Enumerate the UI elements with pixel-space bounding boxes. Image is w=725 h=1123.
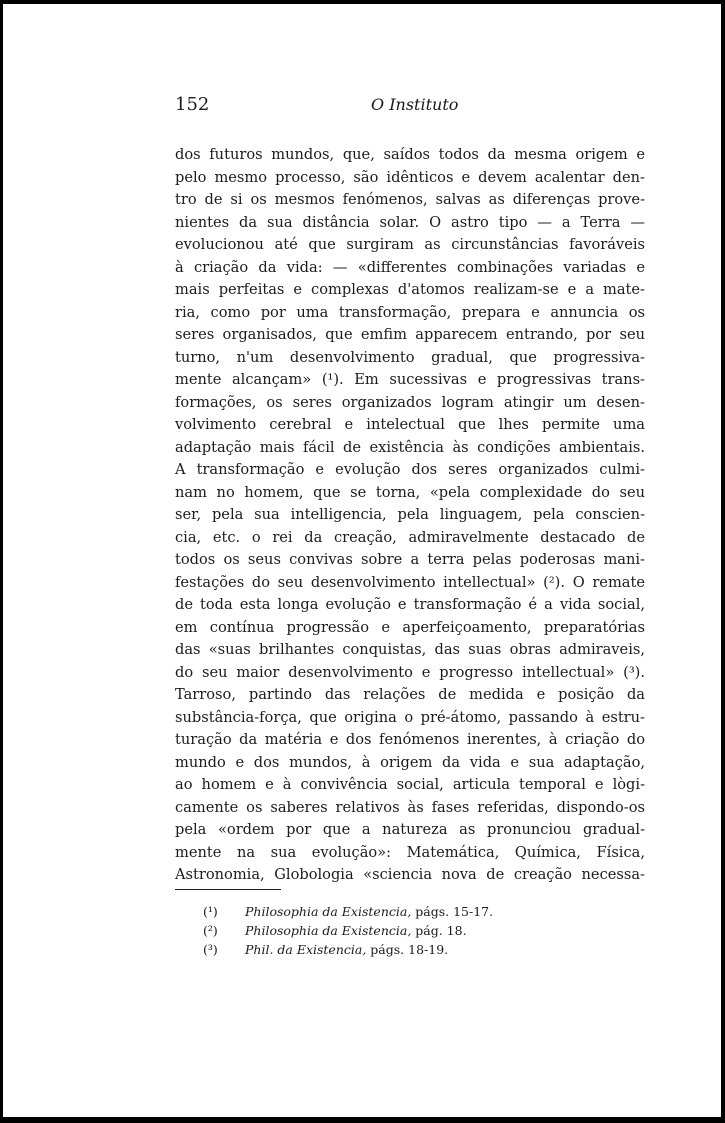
text-line: pela «ordem por que a natureza as pronunciou gradual-: [175, 821, 645, 838]
text-line: ria, como por uma transformação, prepara e annuncia os: [175, 303, 645, 321]
text-line: pelo mesmo processo, são idênticos e devem acalentar den-: [175, 168, 645, 186]
text-line: seres organisados, que emfim apparecem entrando, por seu: [175, 326, 645, 343]
text-line: A transformação e evolução dos seres organizados culmi-: [175, 461, 645, 478]
text-line: adaptação mais fácil de existência às condições ambientais.: [175, 438, 645, 456]
text-line: ao homem e à convivência social, articula temporal e lògi-: [175, 776, 645, 793]
body-paragraph: [175, 144, 645, 887]
text-line: evolucionou até que surgiram as circunstâncias favoráveis: [175, 236, 645, 253]
text-line: nam no homem, que se torna, «pela complexidade do seu: [175, 483, 645, 501]
text-line: Tarroso, partindo das relações de medida e posição da: [175, 686, 645, 703]
text-line: ser, pela sua intelligencia, pela linguagem, pela conscien-: [175, 506, 645, 523]
text-line: tro de si os mesmos fenómenos, salvas as diferenças prove-: [175, 191, 645, 208]
text-line: mundo e dos mundos, à origem da vida e sua adaptação,: [175, 753, 645, 771]
footnote-source: Philosophia da Existencia,: [244, 904, 412, 919]
footnotes: [203, 902, 623, 959]
text-line: turação da matéria e dos fenómenos inerentes, à criação do: [175, 731, 645, 748]
page-number: 152: [175, 94, 210, 115]
text-line: dos futuros mundos, que, saídos todos da mesma origem e: [175, 146, 645, 163]
text-line: festações do seu desenvolvimento intellectual» (²). O remate: [175, 573, 645, 591]
footnote-divider: [175, 889, 281, 890]
text-line: volvimento cerebral e intelectual que lhes permite uma: [175, 416, 645, 433]
text-line: mais perfeitas e complexas d'atomos realizam-se e a mate-: [175, 281, 645, 298]
footnote-source: Philosophia da Existencia,: [244, 923, 412, 938]
text-line: do seu maior desenvolvimento e progresso intellectual» (³).: [175, 663, 645, 681]
footnote-pages: págs. 18-19.: [370, 942, 449, 957]
running-head: [175, 94, 645, 118]
text-line: das «suas brilhantes conquistas, das suas obras admiraveis,: [175, 641, 645, 658]
footnote-pages: págs. 15-17.: [415, 904, 494, 919]
text-line: camente os saberes relativos às fases referidas, dispondo-os: [175, 798, 645, 816]
footnote-2: [203, 921, 623, 940]
footnote-pages: pág. 18.: [415, 923, 467, 938]
text-line: substância-força, que origina o pré-átomo, passando à estru-: [175, 708, 645, 726]
text-line: de toda esta longa evolução e transformação é a vida social,: [175, 596, 645, 613]
text-line: turno, n'um desenvolvimento gradual, que progressiva-: [175, 348, 645, 366]
text-line: mente na sua evolução»: Matemática, Química, Física,: [175, 843, 645, 861]
text-line: todos os seus convivas sobre a terra pelas poderosas mani-: [175, 551, 645, 568]
text-line: mente alcançam» (¹). Em sucessivas e progressivas trans-: [175, 371, 645, 388]
footnote-marker: (¹): [203, 904, 218, 919]
text-line: cia, etc. o rei da creação, admiravelmente destacado de: [175, 528, 645, 546]
footnote-3: [203, 940, 623, 959]
footnote-1: [203, 902, 623, 921]
footnote-marker: (²): [203, 923, 218, 938]
text-line: nientes da sua distância solar. O astro tipo — a Terra —: [175, 213, 645, 231]
footnote-marker: (³): [203, 942, 218, 957]
footnote-source: Phil. da Existencia,: [244, 942, 367, 957]
text-line: formações, os seres organizados logram atingir um desen-: [175, 393, 645, 411]
text-line: à criação da vida: — «differentes combinações variadas e: [175, 258, 645, 276]
text-line: em contínua progressão e aperfeiçoamento, preparatórias: [175, 618, 645, 636]
text-line: Astronomia, Globologia «sciencia nova de creação necessa-: [175, 866, 645, 883]
running-title: O Instituto: [371, 95, 459, 114]
